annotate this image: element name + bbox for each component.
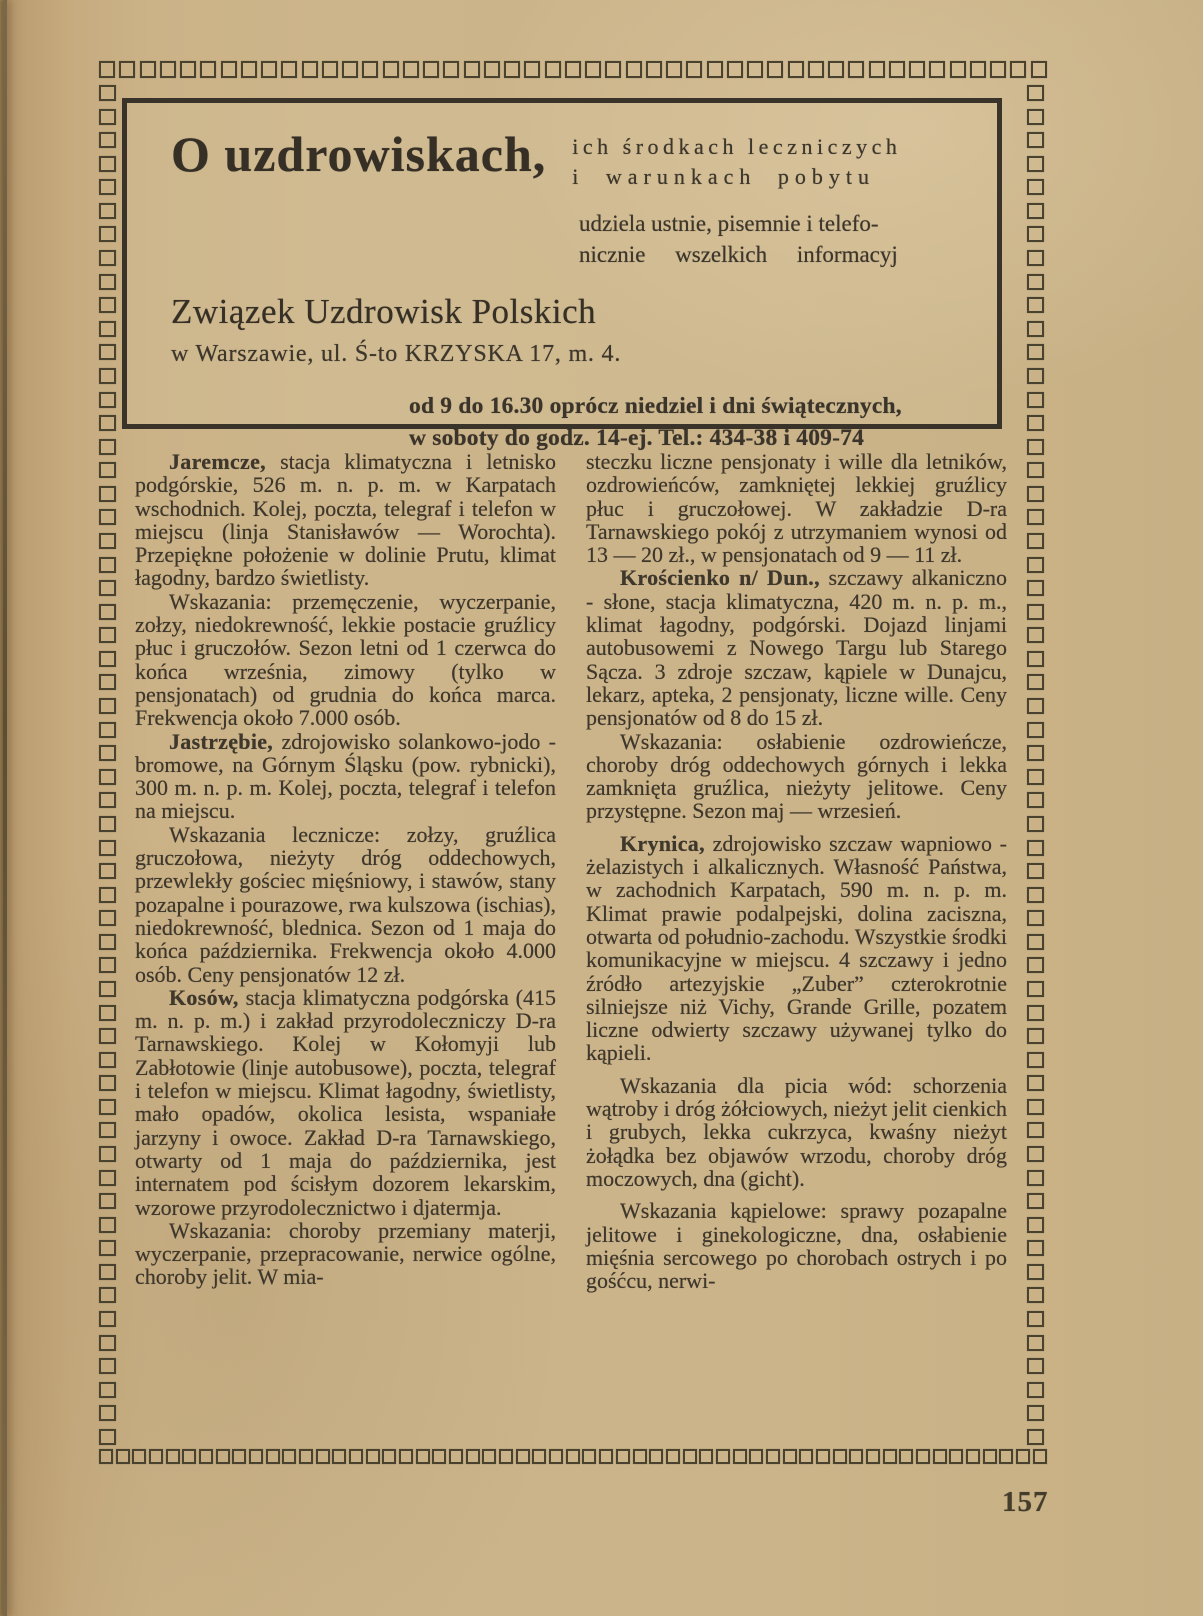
border-square — [99, 533, 116, 549]
ad-header — [171, 128, 981, 192]
border-square — [99, 722, 116, 738]
border-square — [99, 816, 116, 832]
border-square — [848, 61, 864, 78]
border-square — [99, 250, 116, 266]
border-square — [1027, 250, 1044, 266]
border-top — [99, 61, 1047, 78]
border-square — [1027, 792, 1044, 808]
paragraph: Wskazania: przemęczenie, wyczerpanie, zołzy, niedokrewność, lekkie postacie gruźlicy płuc i gruczołów. Sezon letni od 1 czerwca do końca września, zimowy (tylko w pensjonatach) od grudnia do końca marca. Frekwencja około 7.000 osób. — [135, 588, 556, 731]
border-square — [1027, 1335, 1044, 1351]
border-square — [833, 1449, 847, 1464]
border-square — [99, 321, 116, 337]
border-square — [99, 863, 116, 879]
border-square — [1027, 745, 1044, 761]
border-square — [281, 61, 297, 78]
border-square — [727, 61, 743, 78]
border-square — [1027, 887, 1044, 903]
paragraph: Wskazania: osłabienie ozdrowieńcze, choroby dróg oddechowych górnych i lekka zamknięta gruźlica, nieżyty jelitowe. Ceny przystępne. Sezon maj — wrzesień. — [586, 728, 1007, 824]
border-square — [1027, 1028, 1044, 1044]
border-square — [949, 1449, 963, 1464]
border-square — [1027, 203, 1044, 219]
border-square — [382, 1449, 396, 1464]
border-square — [99, 392, 116, 408]
border-square — [499, 1449, 513, 1464]
border-square — [1027, 462, 1044, 478]
office-hours-line2: w soboty do godz. 14-ej. Tel.: 434-38 i 409-74 — [409, 425, 865, 451]
border-square — [99, 132, 116, 148]
border-square — [582, 1449, 596, 1464]
border-square — [99, 934, 116, 950]
ad-title: O uzdrowiskach, — [171, 126, 547, 182]
border-square — [99, 368, 116, 384]
border-square — [866, 1449, 880, 1464]
border-square — [1027, 627, 1044, 643]
border-square — [1027, 580, 1044, 596]
border-square — [349, 1449, 363, 1464]
border-square — [99, 462, 116, 478]
border-square — [1016, 1449, 1030, 1464]
border-square — [180, 61, 196, 78]
border-square — [99, 1358, 116, 1374]
border-square — [99, 1335, 116, 1351]
border-square — [99, 1193, 116, 1209]
border-square — [1027, 840, 1044, 856]
border-square — [221, 61, 237, 78]
border-square — [1031, 61, 1047, 78]
border-square — [585, 61, 601, 78]
border-square — [633, 1449, 647, 1464]
border-square — [99, 486, 116, 502]
border-square — [1027, 486, 1044, 502]
border-square — [816, 1449, 830, 1464]
border-square — [383, 61, 399, 78]
border-square — [99, 1075, 116, 1091]
border-square — [1027, 981, 1044, 997]
border-square — [532, 1449, 546, 1464]
paragraph: Wskazania: choroby przemiany materji, wyczerpanie, przepracowanie, nerwice ogólne, choroby jelit. W mia- — [135, 1217, 556, 1290]
border-square — [99, 604, 116, 620]
border-square — [99, 745, 116, 761]
border-square — [909, 61, 925, 78]
border-square — [149, 1449, 163, 1464]
border-square — [1027, 769, 1044, 785]
page-number: 157 — [1002, 1486, 1049, 1518]
border-square — [983, 1449, 997, 1464]
ad-info-line1: udziela ustnie, pisemnie i telefo- — [579, 211, 879, 236]
border-square — [1027, 1405, 1044, 1421]
paragraph: Wskazania kąpielowe: sprawy pozapalne jelitowe i ginekologiczne, dna, osłabienie mięśnia sercowego po chorobach ostrych i po gośćcu, nerwi- — [586, 1198, 1007, 1294]
border-square — [99, 156, 116, 172]
border-square — [332, 1449, 346, 1464]
border-square — [423, 61, 439, 78]
border-square — [362, 61, 378, 78]
border-square — [1027, 509, 1044, 525]
border-square — [261, 61, 277, 78]
border-square — [99, 840, 116, 856]
border-square — [1027, 1193, 1044, 1209]
border-square — [933, 1449, 947, 1464]
border-square — [482, 1449, 496, 1464]
border-square — [646, 61, 662, 78]
border-square — [1027, 439, 1044, 455]
border-square — [99, 61, 115, 78]
border-square — [869, 61, 885, 78]
border-square — [166, 1449, 180, 1464]
border-square — [200, 61, 216, 78]
border-square — [1027, 226, 1044, 242]
border-square — [216, 1449, 230, 1464]
border-square — [1027, 1311, 1044, 1327]
border-square — [99, 957, 116, 973]
border-square — [605, 61, 621, 78]
resort-name: Jaremcze, — [169, 449, 266, 474]
border-square — [524, 61, 540, 78]
office-hours — [409, 390, 997, 454]
border-square — [649, 1449, 663, 1464]
border-square — [99, 439, 116, 455]
border-square — [132, 1449, 146, 1464]
border-square — [99, 651, 116, 667]
border-square — [399, 1449, 413, 1464]
border-square — [1027, 816, 1044, 832]
border-square — [1027, 1264, 1044, 1280]
border-square — [1027, 415, 1044, 431]
border-square — [99, 557, 116, 573]
border-square — [199, 1449, 213, 1464]
border-square — [1027, 297, 1044, 313]
border-square — [1027, 1075, 1044, 1091]
border-square — [99, 297, 116, 313]
border-square — [683, 1449, 697, 1464]
paragraph: Jastrzębie, zdrojowisko solankowo-jodo - bromowe, na Górnym Śląsku (pow. rybnicki), 300 m. n. p. m. Kolej, poczta, telegraf i telefon na miejscu. — [135, 728, 556, 824]
border-square — [1027, 1005, 1044, 1021]
border-square — [766, 1449, 780, 1464]
organization-name: Związek Uzdrowisk Polskich — [171, 292, 597, 331]
border-square — [1027, 957, 1044, 973]
border-square — [99, 1170, 116, 1186]
border-right — [1027, 85, 1044, 1445]
border-square — [1027, 1287, 1044, 1303]
border-square — [1027, 179, 1044, 195]
border-square — [299, 1449, 313, 1464]
border-square — [99, 910, 116, 926]
border-square — [99, 698, 116, 714]
border-square — [443, 61, 459, 78]
border-square — [1027, 85, 1044, 101]
border-square — [99, 1099, 116, 1115]
border-square — [1027, 1170, 1044, 1186]
paragraph: Krynica, zdrojowisko szczaw wapniowo - żelazistych i alkalicznych. Własność Państwa, w zachodnich Karpatach, 590 m. n. p. m. Klimat prawie podalpejski, dolina zaciszna, otwarta od południo-zachodu. Wszystkie środki komunikacyjne w miejscu. 4 szczawy i jedno źródło artezyjskie „Zuber” czterokrotnie silniejsze niż Vichy, Grande Grille, pozatem liczne odwierty szczawy używanej tylko do kąpieli. — [586, 830, 1007, 1066]
border-square — [99, 1405, 116, 1421]
border-square — [788, 61, 804, 78]
border-square — [116, 1449, 130, 1464]
border-square — [316, 1449, 330, 1464]
border-square — [1010, 61, 1026, 78]
border-square — [828, 61, 844, 78]
border-square — [747, 61, 763, 78]
border-square — [99, 509, 116, 525]
border-square — [99, 1264, 116, 1280]
border-square — [1027, 557, 1044, 573]
border-square — [232, 1449, 246, 1464]
border-square — [929, 61, 945, 78]
border-square — [160, 61, 176, 78]
border-square — [1027, 934, 1044, 950]
border-square — [1027, 1122, 1044, 1138]
border-square — [950, 61, 966, 78]
border-square — [733, 1449, 747, 1464]
border-square — [416, 1449, 430, 1464]
border-square — [99, 981, 116, 997]
border-square — [749, 1449, 763, 1464]
border-square — [549, 1449, 563, 1464]
border-square — [666, 61, 682, 78]
border-square — [1027, 1052, 1044, 1068]
border-square — [716, 1449, 730, 1464]
border-square — [999, 1449, 1013, 1464]
border-square — [1027, 344, 1044, 360]
border-square — [140, 61, 156, 78]
border-square — [686, 61, 702, 78]
border-square — [99, 1311, 116, 1327]
office-hours-line1: od 9 do 16.30 oprócz niedziel i dni świątecznych, — [409, 393, 902, 419]
border-square — [99, 887, 116, 903]
paragraph: steczku liczne pensjonaty i wille dla letników, ozdrowieńców, zamkniętej lekkiej gruźlicy płuc i gruczołowej. W zakładzie D-ra Tarnawskiego pokój z utrzymaniem wynosi od 13 — 20 zł., w pensjonatach od 9 — 11 zł. — [586, 449, 1007, 568]
organization-address: w Warszawie, ul. Ś-to KRZYSKA 17, m. 4. — [171, 341, 622, 367]
border-square — [966, 1449, 980, 1464]
border-square — [799, 1449, 813, 1464]
border-square — [1027, 1429, 1044, 1445]
ad-info — [579, 208, 975, 270]
border-square — [1027, 274, 1044, 290]
border-square — [99, 627, 116, 643]
border-square — [99, 1429, 116, 1445]
border-square — [99, 769, 116, 785]
border-square — [1027, 132, 1044, 148]
border-square — [849, 1449, 863, 1464]
resort-name: Krynica, — [620, 830, 705, 856]
resort-name: Kosów, — [169, 984, 239, 1010]
border-square — [322, 61, 338, 78]
border-square — [707, 61, 723, 78]
border-square — [182, 1449, 196, 1464]
paragraph: Kosów, stacja klimatyczna podgórska (415 m. n. p. m.) i zakład przyrodoleczniczy D-ra Tarnawskiego. Kolej w Kołomyji lub Zabłotowie (linje autobusowe), poczta, telegraf i telefon w miejscu. Klimat łagodny, świetlisty, mało opadów, okolica lesista, wspaniałe jarzyny i owoce. Zakład D-ra Tarnawskiego, otwarty od 1 maja do października, jest internatem pod ścisłym dozorem lekarskim, wzorowe przyrodolecznictwo i djatermja. — [135, 984, 556, 1220]
ad-info-line2: nicznie wszelkich informacyj — [579, 242, 898, 267]
border-square — [1027, 1358, 1044, 1374]
article-body — [135, 450, 1007, 1292]
border-square — [99, 1382, 116, 1398]
binding-crease — [3, 0, 7, 1616]
border-square — [1027, 533, 1044, 549]
border-square — [99, 415, 116, 431]
border-square — [1027, 674, 1044, 690]
border-square — [599, 1449, 613, 1464]
ad-subtitle-line1: ich środkach leczniczych — [572, 134, 902, 159]
border-square — [99, 203, 116, 219]
border-square — [99, 344, 116, 360]
border-square — [889, 61, 905, 78]
border-square — [466, 1449, 480, 1464]
border-square — [99, 1146, 116, 1162]
border-square — [1027, 156, 1044, 172]
border-square — [403, 61, 419, 78]
advertisement-box — [122, 98, 1002, 451]
border-square — [432, 1449, 446, 1464]
paragraph: Wskazania dla picia wód: schorzenia wątroby i dróg żółciowych, nieżyt jelit cienkich i grubych, lekka cukrzyca, kwaśny nieżyt żołądka bez objawów wrzodu, choroby dróg moczowych, dna (gicht). — [586, 1072, 1007, 1191]
border-square — [266, 1449, 280, 1464]
border-square — [99, 1028, 116, 1044]
border-square — [99, 1217, 116, 1233]
border-square — [99, 1122, 116, 1138]
border-square — [99, 274, 116, 290]
border-square — [616, 1449, 630, 1464]
ad-subtitle-line2: i warunkach pobytu — [572, 164, 875, 189]
left-column — [135, 450, 556, 1292]
resort-name: Krościenko n/ Dun., — [620, 565, 820, 591]
border-square — [99, 1449, 113, 1464]
border-square — [883, 1449, 897, 1464]
border-square — [899, 1449, 913, 1464]
paragraph: Wskazania lecznicze: zołzy, gruźlica gruczołowa, nieżyty dróg oddechowych, przewlekły gościec mięśniowy, i stawów, stany pozapalne i pourazowe, rwa kulszowa (ischias), niedokrewność, blednica. Sezon od 1 maja do końca października. Frekwencja około 4.000 osób. Ceny pensjonatów 12 zł. — [135, 821, 556, 987]
border-square — [1027, 321, 1044, 337]
border-square — [1027, 1099, 1044, 1115]
border-square — [366, 1449, 380, 1464]
border-square — [99, 226, 116, 242]
border-square — [342, 61, 358, 78]
border-square — [99, 1287, 116, 1303]
border-square — [916, 1449, 930, 1464]
border-square — [545, 61, 561, 78]
border-square — [1027, 910, 1044, 926]
resort-name: Jastrzębie, — [169, 728, 274, 754]
border-square — [302, 61, 318, 78]
border-square — [970, 61, 986, 78]
border-square — [990, 61, 1006, 78]
border-square — [1027, 722, 1044, 738]
border-square — [1027, 698, 1044, 714]
border-square — [99, 179, 116, 195]
paragraph: Jaremcze, stacja klimatyczna i letnisko podgórskie, 526 m. n. p. m. w Karpatach wschodnich. Kolej, poczta, telegraf i telefon w miejscu (linja Stanisławów — Worochta). Przepiękne położenie w dolinie Prutu, klimat łagodny, bardzo świetlisty. — [135, 449, 556, 591]
border-square — [1027, 863, 1044, 879]
border-square — [565, 61, 581, 78]
border-square — [99, 1240, 116, 1256]
border-square — [626, 61, 642, 78]
border-square — [119, 61, 135, 78]
paragraph: Krościenko n/ Dun., szczawy alkaniczno - słone, stacja klimatyczna, 420 m. n. p. m., klimat łagodny, podgórski. Dojazd linjami autobusowemi z Nowego Targu lub Starego Sącza. 3 zdroje szczaw, kąpiele w Dunajcu, lekarz, apteka, 2 pensjonaty, liczne wille. Ceny pensjonatów od 8 do 15 zł. — [586, 565, 1008, 731]
border-square — [484, 61, 500, 78]
border-square — [99, 674, 116, 690]
border-square — [1027, 604, 1044, 620]
border-square — [666, 1449, 680, 1464]
border-square — [1027, 1382, 1044, 1398]
border-square — [1027, 1217, 1044, 1233]
border-square — [1027, 368, 1044, 384]
border-square — [1027, 1240, 1044, 1256]
border-square — [1027, 651, 1044, 667]
border-square — [249, 1449, 263, 1464]
right-column — [586, 450, 1007, 1292]
border-square — [1027, 392, 1044, 408]
border-square — [464, 61, 480, 78]
border-square — [504, 61, 520, 78]
border-square — [516, 1449, 530, 1464]
border-square — [1027, 1146, 1044, 1162]
border-square — [99, 1005, 116, 1021]
border-square — [767, 61, 783, 78]
border-square — [1033, 1449, 1047, 1464]
border-square — [99, 792, 116, 808]
border-square — [566, 1449, 580, 1464]
ad-subtitle — [572, 128, 901, 192]
border-square — [99, 109, 116, 125]
border-square — [808, 61, 824, 78]
border-square — [783, 1449, 797, 1464]
border-square — [1027, 109, 1044, 125]
border-square — [99, 1052, 116, 1068]
border-square — [241, 61, 257, 78]
border-left — [99, 85, 116, 1445]
border-square — [99, 85, 116, 101]
border-square — [99, 580, 116, 596]
border-square — [282, 1449, 296, 1464]
border-square — [699, 1449, 713, 1464]
border-bottom — [99, 1449, 1047, 1464]
border-square — [449, 1449, 463, 1464]
